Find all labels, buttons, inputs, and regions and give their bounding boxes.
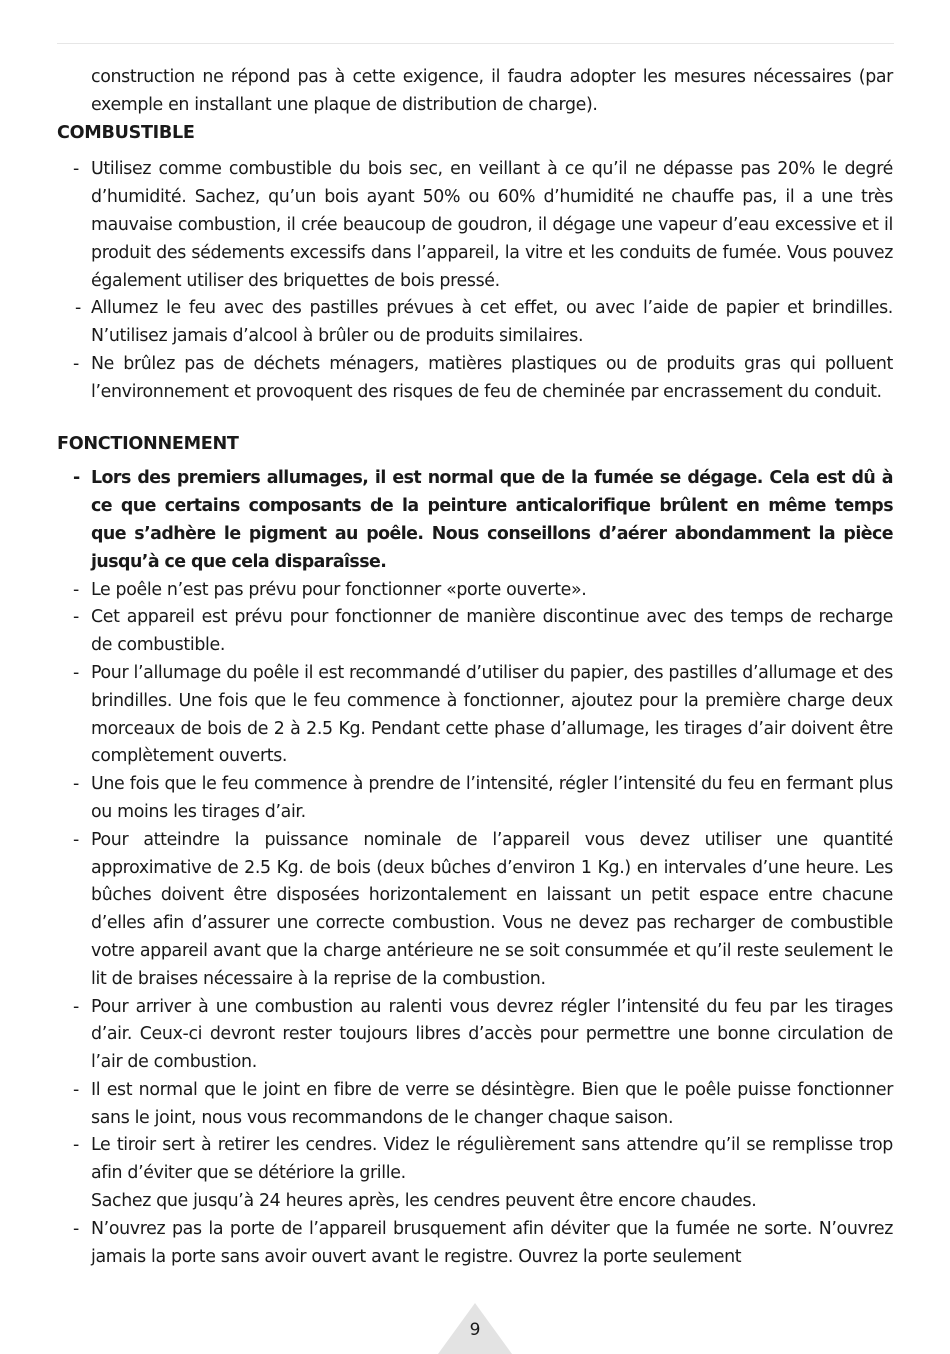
combustible-item <box>57 156 893 295</box>
item-text: Une fois que le feu commence à prendre de l’intensité, régler l’intensité du feu en fermant plus ou moins les tirages d’air. <box>91 774 893 822</box>
fonctionnement-item-warning <box>57 465 893 576</box>
bullet-dash: - <box>73 468 80 489</box>
fonctionnement-item <box>57 604 893 660</box>
bullet-dash: - <box>75 298 81 319</box>
item-text: Cet appareil est prévu pour fonctionner de manière discontinue avec des temps de recharge de combustible. <box>91 607 893 656</box>
bullet-dash: - <box>73 829 79 850</box>
section-heading-fonctionnement: FONCTIONNEMENT <box>57 433 239 454</box>
bullet-dash: - <box>73 1079 79 1100</box>
fonctionnement-item <box>57 577 893 605</box>
item-text: Pour l’allumage du poêle il est recommandé d’utiliser du papier, des pastilles d’allumage et des brindilles. Une fois que le feu commence à fonctionner, ajoutez pour la première charge deux morceaux de bois de 2 à 2.5 Kg. Pendant cette phase d’allumage, les tirages d’air doivent être complètement ouverts. <box>91 662 893 767</box>
fonctionnement-item <box>57 1132 893 1215</box>
intro-paragraph: construction ne répond pas à cette exigence, il faudra adopter les mesures nécessaires (par exemple en installant une plaque de distribution de charge). <box>91 67 893 115</box>
page-body <box>57 64 893 1271</box>
bullet-dash: - <box>73 353 79 374</box>
fonctionnement-item <box>57 994 893 1077</box>
fonctionnement-item <box>57 827 893 994</box>
page-number: 9 <box>469 1320 481 1340</box>
item-text: Il est normal que le joint en fibre de verre se désintègre. Bien que le poêle puisse fonctionner sans le joint, nous vous recommandons de le changer chaque saison. <box>91 1079 893 1128</box>
combustible-item <box>57 295 893 351</box>
header-rule <box>57 43 894 44</box>
fonctionnement-item <box>57 1216 893 1272</box>
section-heading-combustible: COMBUSTIBLE <box>57 122 195 143</box>
combustible-item <box>57 351 893 407</box>
page-number-marker <box>438 1303 512 1354</box>
bullet-dash: - <box>73 159 79 180</box>
item-text: Utilisez comme combustible du bois sec, en veillant à ce qu’il ne dépasse pas 20% le degré d’humidité. Sachez, qu’un bois ayant 50% ou 60% d’humidité ne chauffe pas, il a une très mauvaise combustion, il crée beaucoup de goudron, il dégage une vapeur d’eau excessive et il produit des sédements excessifs dans l’appareil, la vitre et les conduits de fumée. Vous pouvez également utiliser des briquettes de bois pressé. <box>91 159 893 291</box>
item-text: Pour atteindre la puissance nominale de l’appareil vous devez utiliser une quantité approximative de 2.5 Kg. de bois (deux bûches d’environ 1 Kg.) en intervales d’une heure. Les bûches doivent être disposées horizontalement en laissant un petit espace entre chacune d’elles afin d’assurer une correcte combustion. Vous ne devez pas recharger de combustible votre appareil avant que la charge antérieure ne se soit consummée et qu’il reste seulement le lit de braises nécessaire à la reprise de la combustion. <box>91 829 893 989</box>
item-text: Lors des premiers allumages, il est normal que de la fumée se dégage. Cela est dû à ce que certains composants de la peinture anticalorifique brûlent en même temps que s’adhère le pigment au poêle. Nous conseillons d’aérer abondamment la pièce jusqu’à ce que cela disparaîsse. <box>91 468 893 572</box>
bullet-dash: - <box>73 1218 79 1239</box>
ash-note: Sachez que jusqu’à 24 heures après, les cendres peuvent être encore chaudes. <box>91 1191 757 1212</box>
bullet-dash: - <box>73 579 79 600</box>
item-text: Le tiroir sert à retirer les cendres. Videz le régulièrement sans attendre qu’il se remplisse trop afin d’éviter que se détériore la grille. <box>91 1135 893 1184</box>
fonctionnement-item <box>57 771 893 827</box>
bullet-dash: - <box>73 996 79 1017</box>
item-text: Pour arriver à une combustion au ralenti vous devrez régler l’intensité du feu par les tirages d’air. Ceux-ci devront rester toujours libres d’accès pour permettre une bonne circulation de l’air de combustion. <box>91 996 893 1073</box>
bullet-dash: - <box>73 774 79 795</box>
bullet-dash: - <box>73 662 79 683</box>
item-text: Ne brûlez pas de déchets ménagers, matières plastiques ou de produits gras qui polluent l’environnement et provoquent des risques de feu de cheminée par encrassement du conduit. <box>91 353 893 402</box>
fonctionnement-item <box>57 1077 893 1133</box>
fonctionnement-item <box>57 660 893 771</box>
bullet-dash: - <box>73 1135 79 1156</box>
item-text: N’ouvrez pas la porte de l’appareil brusquement afin déviter que la fumée ne sorte. N’ouvrez jamais la porte sans avoir ouvert avant le registre. Ouvrez la porte seulement <box>91 1218 893 1267</box>
item-text: Allumez le feu avec des pastilles prévues à cet effet, ou avec l’aide de papier et brindilles. N’utilisez jamais d’alcool à brûler ou de produits similaires. <box>91 298 893 347</box>
item-text: Le poêle n’est pas prévu pour fonctionner «porte ouverte». <box>91 579 587 600</box>
bullet-dash: - <box>73 607 79 628</box>
